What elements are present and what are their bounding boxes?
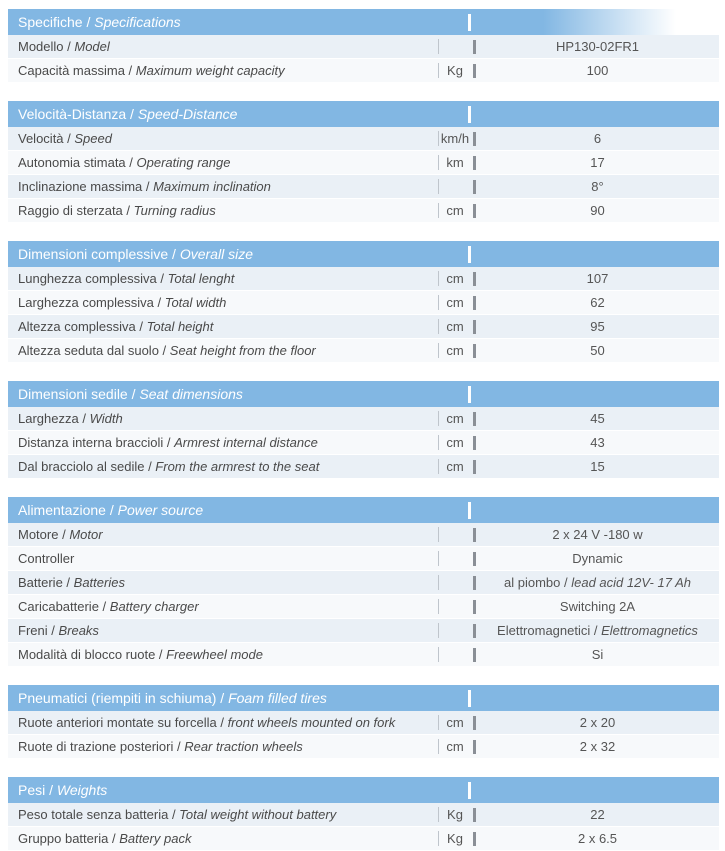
spec-unit: cm	[438, 715, 471, 730]
spec-unit: km/h	[438, 131, 471, 146]
spec-unit	[438, 575, 471, 590]
spec-label-it: Inclinazione massima	[18, 179, 143, 194]
spec-value: al piombo / lead acid 12V- 17 Ah	[504, 575, 691, 590]
spec-label-en: Total lenght	[167, 271, 235, 286]
spec-value: 8°	[591, 179, 604, 194]
spec-label-en: Total weight without battery	[179, 807, 337, 822]
section-title-it: Velocità-Distanza	[18, 106, 127, 122]
section-title-en: Weights	[56, 782, 108, 798]
spec-row	[8, 431, 719, 455]
section-title-it: Pesi	[18, 782, 46, 798]
spec-section	[8, 777, 719, 851]
spec-label-en: From the armrest to the seat	[155, 459, 320, 474]
header-divider	[468, 14, 471, 31]
spec-label: Lunghezza complessiva / Total lenght	[18, 271, 235, 286]
spec-label: Inclinazione massima / Maximum inclination	[18, 179, 271, 194]
spec-label-en: Freewheel mode	[166, 647, 263, 662]
spec-value-it: al piombo	[504, 575, 561, 590]
spec-label-en: Motor	[69, 527, 103, 542]
spec-label: Peso totale senza batteria / Total weight without battery	[18, 807, 337, 822]
spec-value: Elettromagnetici / Elettromagnetics	[497, 623, 698, 638]
spec-label-it: Caricabatterie	[18, 599, 99, 614]
section-title: Specifiche / Specifications	[18, 14, 181, 30]
spec-value: 2 x 32	[579, 739, 616, 754]
spec-row	[8, 643, 719, 667]
spec-row	[8, 595, 719, 619]
header-divider	[468, 106, 471, 123]
spec-unit	[438, 623, 471, 638]
spec-label: Freni / Breaks	[18, 623, 99, 638]
spec-value: 2 x 20	[579, 715, 616, 730]
spec-unit: cm	[438, 203, 471, 218]
spec-row	[8, 827, 719, 851]
spec-label-it: Dal bracciolo al sedile	[18, 459, 145, 474]
section-title-it: Specifiche	[18, 14, 83, 30]
spec-row	[8, 571, 719, 595]
spec-row	[8, 547, 719, 571]
section-header	[8, 497, 719, 523]
spec-section	[8, 497, 719, 667]
spec-value: Si	[591, 647, 604, 662]
spec-unit: cm	[438, 411, 471, 426]
spec-value-en: Elettromagnetics	[601, 623, 698, 638]
spec-sheet	[8, 0, 719, 851]
spec-row	[8, 711, 719, 735]
section-header	[8, 9, 719, 35]
spec-label: Velocità / Speed	[18, 131, 112, 146]
spec-label: Autonomia stimata / Operating range	[18, 155, 231, 170]
spec-label-en: Operating range	[136, 155, 231, 170]
header-divider	[468, 386, 471, 403]
section-rows	[8, 267, 719, 363]
spec-row	[8, 619, 719, 643]
spec-label-en: Batteries	[73, 575, 125, 590]
spec-unit: Kg	[438, 831, 471, 846]
spec-label: Raggio di sterzata / Turning radius	[18, 203, 216, 218]
spec-label-en: Total width	[164, 295, 227, 310]
spec-value: 17	[590, 155, 605, 170]
spec-label-it: Gruppo batteria	[18, 831, 109, 846]
spec-row	[8, 291, 719, 315]
spec-label: Gruppo batteria / Battery pack	[18, 831, 192, 846]
spec-label: Capacità massima / Maximum weight capacity	[18, 63, 285, 78]
section-rows	[8, 803, 719, 851]
spec-value: 43	[590, 435, 605, 450]
section-title-en: Foam filled tires	[228, 690, 327, 706]
spec-value: HP130-02FR1	[555, 39, 640, 54]
spec-label: Caricabatterie / Battery charger	[18, 599, 199, 614]
spec-label-it: Modalità di blocco ruote	[18, 647, 156, 662]
section-rows	[8, 523, 719, 667]
spec-label-en: Total height	[146, 319, 214, 334]
section-title-it: Dimensioni sedile	[18, 386, 128, 402]
spec-row	[8, 35, 719, 59]
spec-section	[8, 241, 719, 363]
spec-label-it: Velocità	[18, 131, 64, 146]
spec-label-it: Altezza seduta dal suolo	[18, 343, 159, 358]
section-title-en: Power source	[117, 502, 204, 518]
spec-row	[8, 735, 719, 759]
section-header	[8, 381, 719, 407]
spec-label-en: Breaks	[58, 623, 99, 638]
spec-label: Ruote di trazione posteriori / Rear traction wheels	[18, 739, 303, 754]
section-title: Alimentazione / Power source	[18, 502, 204, 518]
spec-label-en: Battery charger	[109, 599, 199, 614]
spec-section	[8, 381, 719, 479]
spec-label: Dal bracciolo al sedile / From the armrest to the seat	[18, 459, 320, 474]
spec-row	[8, 523, 719, 547]
section-title: Dimensioni sedile / Seat dimensions	[18, 386, 243, 402]
spec-row	[8, 127, 719, 151]
spec-row	[8, 455, 719, 479]
spec-value: 45	[590, 411, 605, 426]
spec-label-en: Width	[89, 411, 123, 426]
spec-label-en: Maximum weight capacity	[135, 63, 285, 78]
spec-label-it: Modello	[18, 39, 64, 54]
spec-unit	[438, 179, 471, 194]
spec-unit: cm	[438, 319, 471, 334]
spec-value: 2 x 24 V -180 w	[552, 527, 643, 542]
spec-unit	[438, 551, 471, 566]
section-rows	[8, 407, 719, 479]
section-title-it: Alimentazione	[18, 502, 106, 518]
section-title-en: Speed-Distance	[137, 106, 238, 122]
spec-label-en: Seat height from the floor	[169, 343, 316, 358]
spec-label-en: Rear traction wheels	[184, 739, 303, 754]
spec-section	[8, 9, 719, 83]
spec-unit: cm	[438, 435, 471, 450]
spec-label-it: Controller	[18, 551, 75, 566]
header-glow	[543, 9, 725, 37]
spec-value-it: Elettromagnetici	[497, 623, 591, 638]
section-title-en: Overall size	[179, 246, 253, 262]
spec-label: Ruote anteriori montate su forcella / front wheels mounted on fork	[18, 715, 396, 730]
spec-label-en: Speed	[74, 131, 112, 146]
spec-label-it: Raggio di sterzata	[18, 203, 123, 218]
spec-label-it: Motore	[18, 527, 59, 542]
spec-label-it: Larghezza complessiva	[18, 295, 154, 310]
spec-unit: cm	[438, 343, 471, 358]
spec-row	[8, 407, 719, 431]
spec-unit	[438, 647, 471, 662]
spec-row	[8, 59, 719, 83]
section-title: Pesi / Weights	[18, 782, 108, 798]
spec-unit: km	[438, 155, 471, 170]
spec-unit	[438, 599, 471, 614]
spec-label-it: Distanza interna braccioli	[18, 435, 164, 450]
spec-label-it: Freni	[18, 623, 48, 638]
spec-value: 90	[590, 203, 605, 218]
section-title: Velocità-Distanza / Speed-Distance	[18, 106, 238, 122]
spec-value: 2 x 6.5	[577, 831, 618, 846]
spec-label-it: Autonomia stimata	[18, 155, 126, 170]
spec-row	[8, 199, 719, 223]
section-rows	[8, 35, 719, 83]
spec-value: 62	[590, 295, 605, 310]
spec-label-it: Lunghezza complessiva	[18, 271, 157, 286]
spec-unit: cm	[438, 295, 471, 310]
spec-label-en: Maximum inclination	[153, 179, 271, 194]
spec-value: 22	[590, 807, 605, 822]
section-rows	[8, 127, 719, 223]
spec-row	[8, 803, 719, 827]
spec-section	[8, 101, 719, 223]
spec-label-it: Batterie	[18, 575, 63, 590]
spec-value: Dynamic	[572, 551, 623, 566]
spec-label: Modello / Model	[18, 39, 110, 54]
section-header	[8, 777, 719, 803]
section-title-it: Pneumatici (riempiti in schiuma)	[18, 690, 217, 706]
spec-label-en: Turning radius	[133, 203, 216, 218]
section-header	[8, 101, 719, 127]
spec-value: 15	[590, 459, 605, 474]
spec-label	[8, 551, 438, 566]
spec-label-it: Peso totale senza batteria	[18, 807, 169, 822]
spec-row	[8, 339, 719, 363]
section-title: Dimensioni complessive / Overall size	[18, 246, 253, 262]
spec-row	[8, 267, 719, 291]
spec-label: Altezza complessiva / Total height	[18, 319, 214, 334]
spec-unit: cm	[438, 459, 471, 474]
header-divider	[468, 782, 471, 799]
spec-unit: cm	[438, 271, 471, 286]
spec-label: Altezza seduta dal suolo / Seat height from the floor	[18, 343, 316, 358]
spec-label: Larghezza complessiva / Total width	[18, 295, 227, 310]
spec-unit	[438, 527, 471, 542]
section-title-en: Seat dimensions	[139, 386, 243, 402]
spec-label: Larghezza / Width	[18, 411, 123, 426]
spec-label-it: Capacità massima	[18, 63, 125, 78]
spec-value: 100	[586, 63, 609, 78]
spec-unit	[438, 39, 471, 54]
spec-label-it: Larghezza	[18, 411, 79, 426]
spec-value-en: lead acid 12V- 17 Ah	[571, 575, 691, 590]
spec-label-it: Ruote di trazione posteriori	[18, 739, 174, 754]
spec-row	[8, 151, 719, 175]
spec-row	[8, 315, 719, 339]
spec-label: Motore / Motor	[18, 527, 103, 542]
spec-label-en: Armrest internal distance	[174, 435, 318, 450]
spec-unit: cm	[438, 739, 471, 754]
spec-value: Switching 2A	[559, 599, 636, 614]
spec-label-en: Battery pack	[119, 831, 192, 846]
section-header	[8, 685, 719, 711]
spec-unit: Kg	[438, 807, 471, 822]
header-divider	[468, 246, 471, 263]
spec-label-en: front wheels mounted on fork	[227, 715, 396, 730]
spec-value: 107	[586, 271, 609, 286]
spec-label: Modalità di blocco ruote / Freewheel mode	[18, 647, 263, 662]
spec-row	[8, 175, 719, 199]
spec-value: 95	[590, 319, 605, 334]
section-header	[8, 241, 719, 267]
section-title-en: Specifications	[94, 14, 181, 30]
spec-value: 50	[590, 343, 605, 358]
section-rows	[8, 711, 719, 759]
spec-unit: Kg	[438, 63, 471, 78]
header-divider	[468, 502, 471, 519]
spec-label-en: Model	[74, 39, 110, 54]
header-divider	[468, 690, 471, 707]
section-title: Pneumatici (riempiti in schiuma) / Foam filled tires	[18, 690, 327, 706]
spec-label-it: Ruote anteriori montate su forcella	[18, 715, 217, 730]
section-title-it: Dimensioni complessive	[18, 246, 169, 262]
spec-label: Batterie / Batteries	[18, 575, 125, 590]
spec-section	[8, 685, 719, 759]
spec-value: 6	[593, 131, 602, 146]
spec-label: Distanza interna braccioli / Armrest internal distance	[18, 435, 318, 450]
spec-label-it: Altezza complessiva	[18, 319, 136, 334]
